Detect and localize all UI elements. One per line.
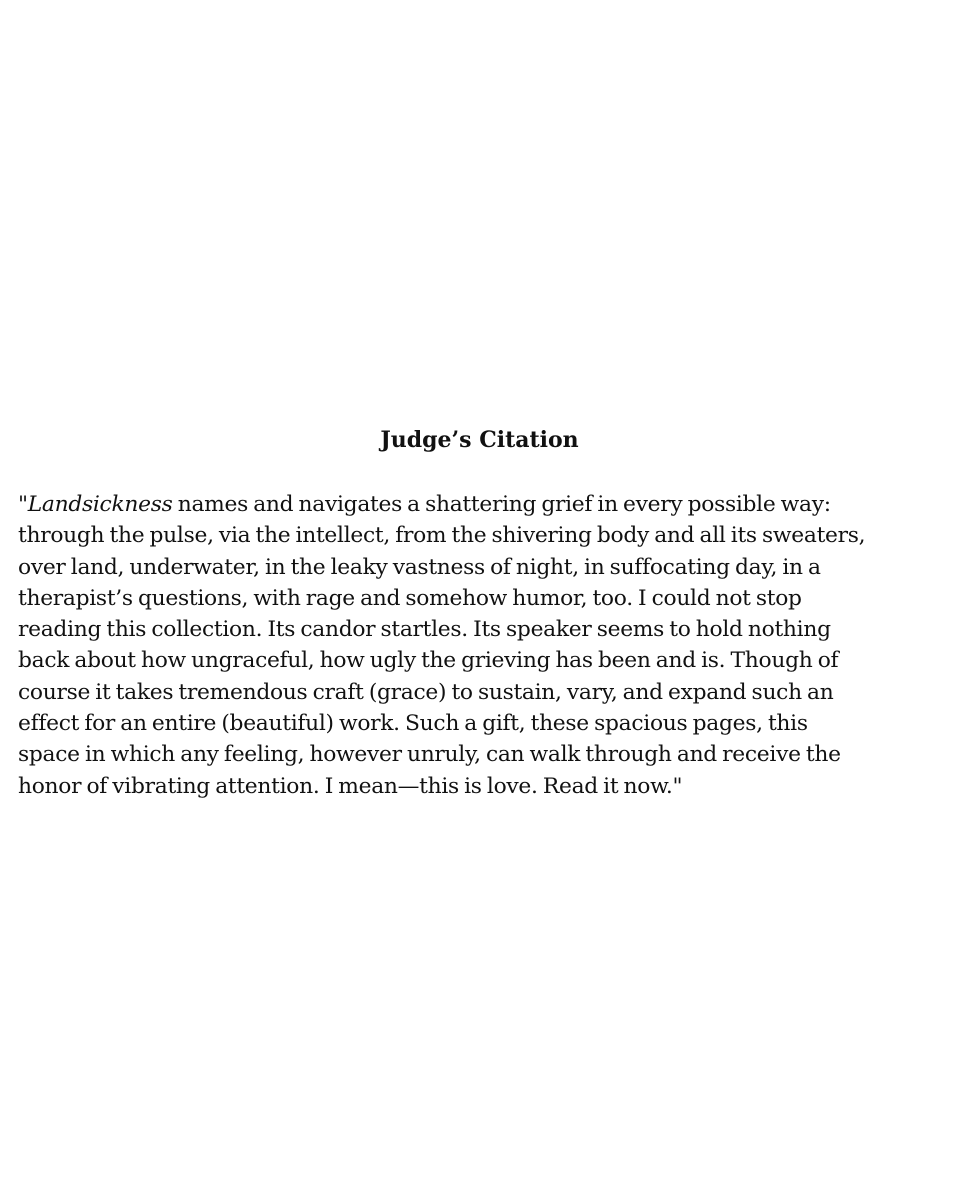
citation-line: through the pulse, via the intellect, from the shivering body and all its sweaters, — [18, 523, 866, 549]
citation-line: over land, underwater, in the leaky vastness of night, in suffocating day, in a — [18, 554, 821, 580]
citation-line: therapist’s questions, with rage and somehow humor, too. I could not stop — [18, 585, 802, 611]
citation-line — [18, 489, 953, 520]
citation-title: Judge’s Citation — [380, 427, 579, 453]
citation-line: space in which any feeling, however unruly, can walk through and receive the — [18, 742, 841, 768]
book-title: Landsickness — [27, 492, 173, 517]
citation-line: course it takes tremendous craft (grace) to sustain, vary, and expand such an — [18, 679, 834, 705]
quote-open: " — [18, 492, 28, 517]
citation-line: reading this collection. Its candor startles. Its speaker seems to hold nothing — [18, 617, 831, 643]
citation-line: effect for an entire (beautiful) work. Such a gift, these spacious pages, this — [18, 711, 808, 737]
citation-quote — [18, 489, 953, 802]
citation-line: honor of vibrating attention. I mean—this is love. Read it now." — [18, 773, 683, 799]
citation-line-text: names and navigates a shattering grief in every possible way: — [172, 492, 831, 517]
citation-line: back about how ungraceful, how ugly the grieving has been and is. Though of — [18, 648, 839, 674]
